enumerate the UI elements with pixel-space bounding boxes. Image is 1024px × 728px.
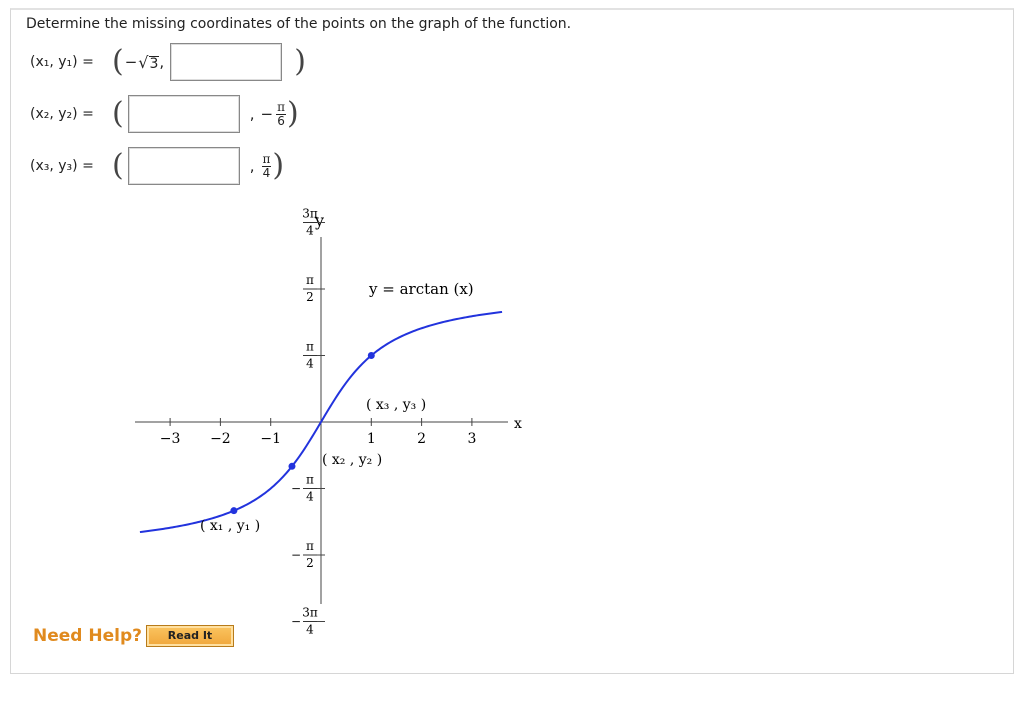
row-point-1 <box>30 40 306 84</box>
row-3-label: (x₃, y₃) = <box>30 158 94 174</box>
need-help-label: Need Help? <box>33 626 142 646</box>
comma-3: , <box>249 157 255 175</box>
y-tick-minus: − <box>290 548 302 562</box>
y-tick-numerator: 3π <box>302 605 318 620</box>
y-tick-denominator: 4 <box>306 223 314 238</box>
y-tick-minus: − <box>290 481 302 496</box>
x-tick-label: −1 <box>260 431 282 447</box>
row-2-label: (x₂, y₂) = <box>30 106 94 122</box>
answer-input-y1[interactable] <box>170 43 282 81</box>
read-it-button[interactable]: Read It <box>146 625 234 647</box>
y-tick-numerator: π <box>306 472 314 487</box>
x-tick-label: −3 <box>159 431 181 447</box>
row-1-known-sign: − <box>124 53 138 71</box>
comma-2: , <box>249 105 255 123</box>
row-3-known-fraction: $\frac{\pi}{4}$ <box>262 151 271 180</box>
y-tick-numerator: π <box>306 273 314 287</box>
y-tick-denominator: 2 <box>306 556 314 570</box>
close-paren-1: ) <box>294 44 306 79</box>
open-paren-3: ( <box>112 148 124 183</box>
row-point-2 <box>30 92 299 136</box>
y-tick-denominator: 2 <box>306 290 314 304</box>
point-label-2: ( x₂ , y₂ ) <box>322 452 383 468</box>
x-tick-label: 1 <box>366 431 376 447</box>
x-tick-label: 2 <box>417 431 427 447</box>
row-1-known-value: √ 3 <box>138 52 159 72</box>
y-tick-minus: − <box>290 614 302 629</box>
sqrt-radicand: 3 <box>149 55 159 72</box>
y-tick-denominator: 4 <box>306 356 314 371</box>
open-paren-1: ( <box>112 44 124 79</box>
x-tick-label: 3 <box>467 431 477 447</box>
row-2-known-sign: − <box>260 105 274 123</box>
y-tick-numerator: π <box>306 539 314 553</box>
answer-input-x3[interactable] <box>128 147 240 185</box>
y-tick-numerator: 3π <box>302 206 318 221</box>
row-2-known-fraction: $\frac{\pi}{6}$ <box>277 99 285 128</box>
row-point-3 <box>30 144 284 188</box>
close-paren-3: ) <box>272 148 285 183</box>
comma-1: , <box>159 53 165 71</box>
question-prompt: Determine the missing coordinates of the points on the graph of the function. <box>26 16 572 32</box>
y-tick-denominator: 4 <box>306 489 314 504</box>
answer-input-x2[interactable] <box>128 95 240 133</box>
x-axis-label: x <box>514 416 522 432</box>
y-axis-label: y <box>315 211 325 230</box>
row-1-label: (x₁, y₁) = <box>30 54 94 70</box>
function-label: y = arctan (x) <box>369 280 474 298</box>
close-paren-2: ) <box>286 96 299 131</box>
y-tick-numerator: π <box>306 339 314 354</box>
point-label-3: ( x₃ , y₃ ) <box>366 397 427 413</box>
x-tick-label: −2 <box>210 431 231 447</box>
y-tick-denominator: 4 <box>306 622 314 637</box>
point-label-1: ( x₁ , y₁ ) <box>200 518 261 534</box>
open-paren-2: ( <box>112 96 124 131</box>
